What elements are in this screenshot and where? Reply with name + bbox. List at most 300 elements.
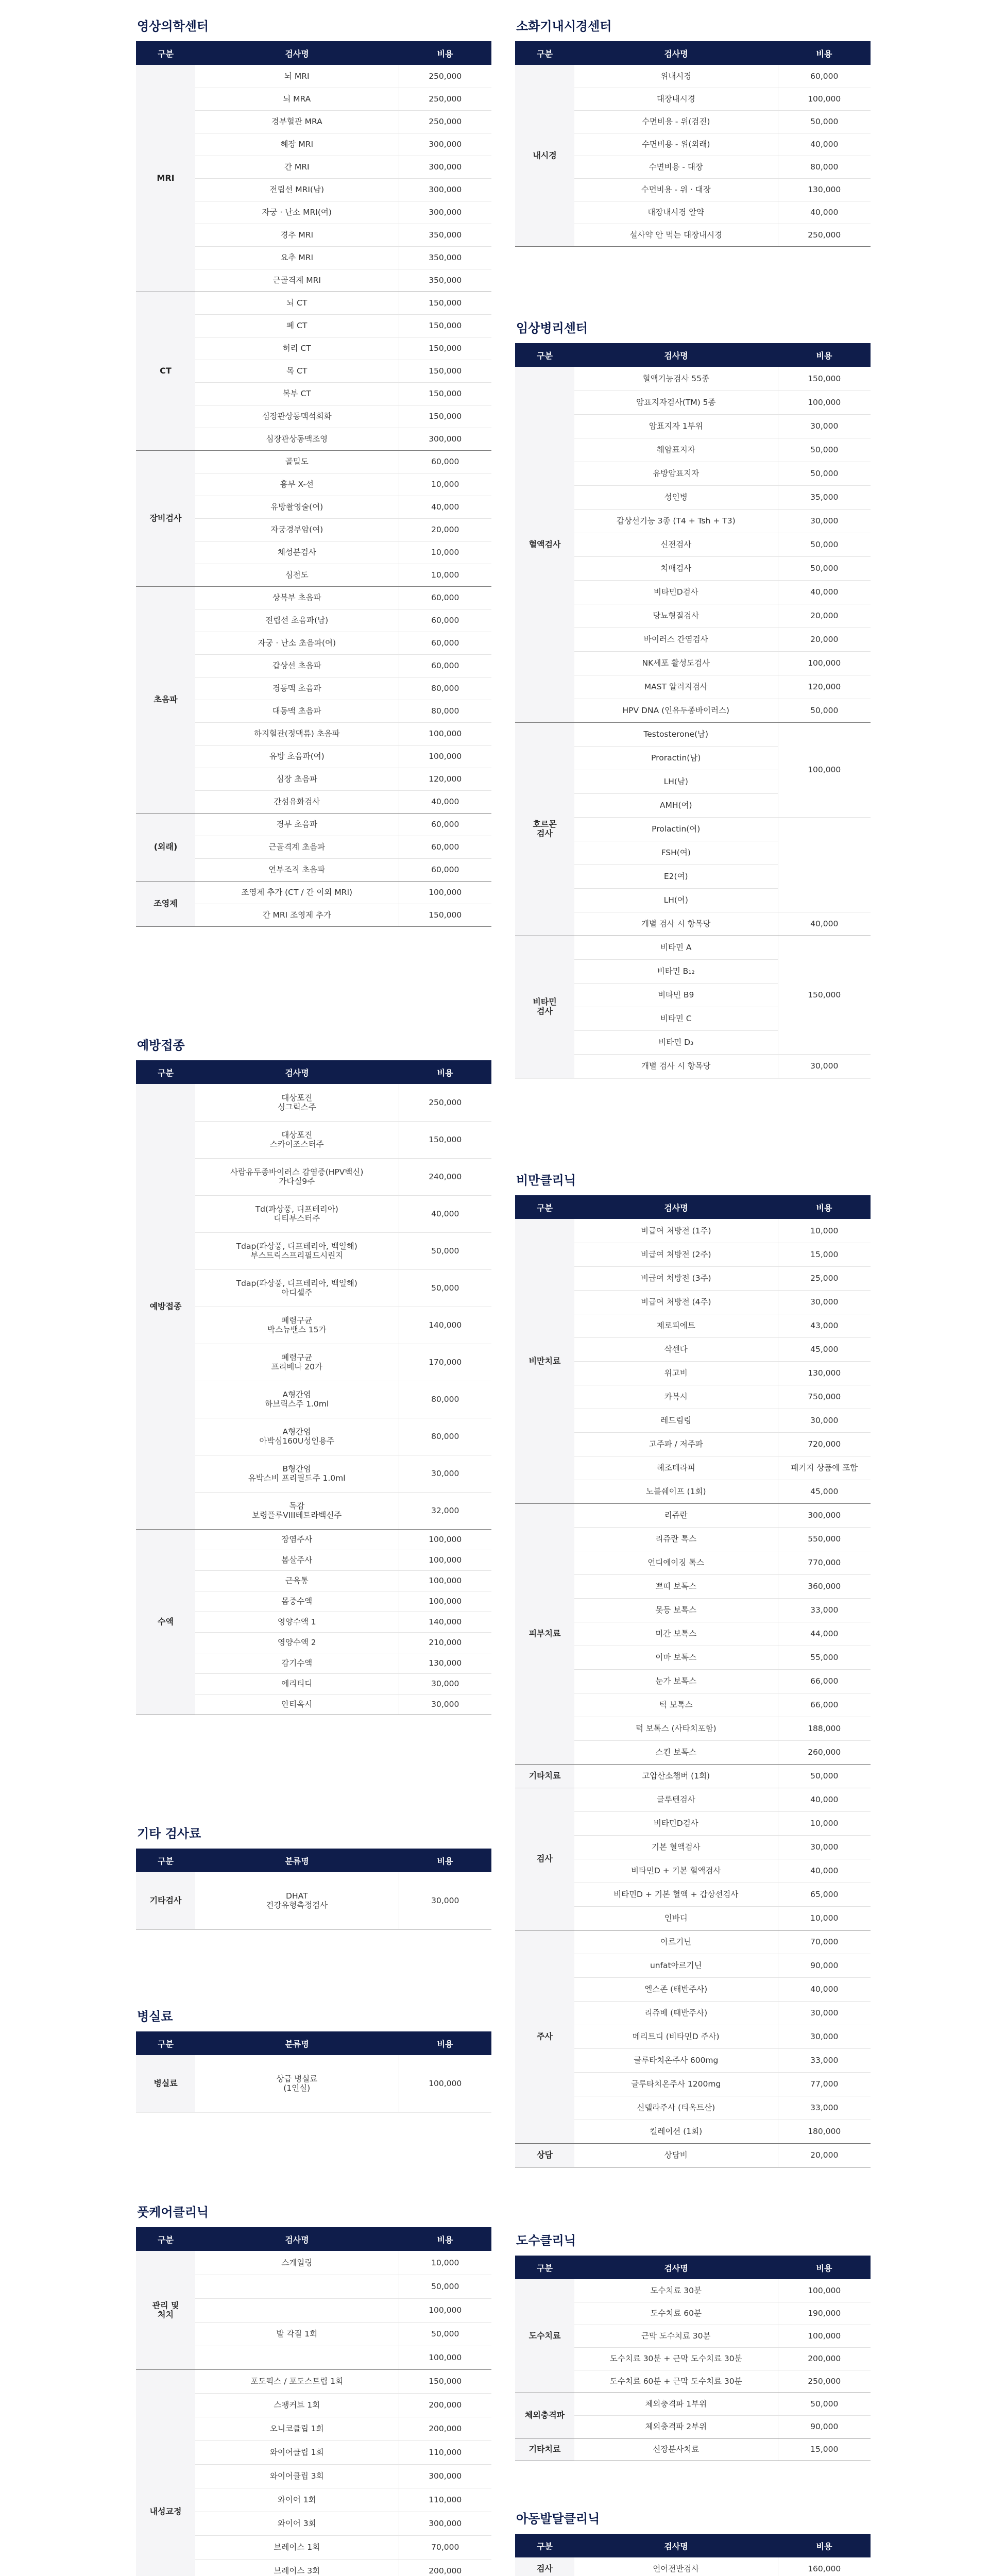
- item-cell: 대동맥 초음파: [195, 700, 399, 722]
- price-cell: 90,000: [778, 2415, 871, 2438]
- item-cell: 경부 초음파: [195, 813, 399, 836]
- item-cell: 와이어클립 1회: [195, 2441, 399, 2464]
- item-cell: 레드림링: [574, 1409, 778, 1432]
- item-cell: 감기수액: [195, 1653, 399, 1673]
- price-cell: 130,000: [778, 178, 871, 201]
- item-cell: 혈액기능검사 55종: [574, 367, 778, 391]
- item-cell: HPV DNA (인유두종바이러스): [574, 699, 778, 722]
- header-category: 구분: [136, 2031, 195, 2055]
- item-cell: 독감 보령플루VIII테트라백신주: [195, 1492, 399, 1529]
- price-cell: 60,000: [778, 65, 871, 88]
- price-cell: 40,000: [778, 580, 871, 604]
- price-cell: 40,000: [778, 1788, 871, 1811]
- price-table: [515, 1195, 871, 2167]
- table-row: [136, 292, 491, 314]
- table-row: [515, 936, 871, 959]
- section-right-3: [515, 2226, 871, 2461]
- price-cell: 40,000: [778, 201, 871, 224]
- item-cell: 상급 병실료 (1인실): [195, 2055, 399, 2112]
- price-cell: 720,000: [778, 1432, 871, 1456]
- price-cell: 100,000: [399, 1570, 491, 1591]
- item-cell: 와이어클립 3회: [195, 2464, 399, 2488]
- item-cell: 뇌 MRA: [195, 88, 399, 110]
- item-cell: NK세포 활성도검사: [574, 651, 778, 675]
- price-cell: 50,000: [778, 556, 871, 580]
- header-item: 검사명: [195, 1060, 399, 1084]
- item-cell: [195, 2346, 399, 2369]
- section-title: 소화기내시경센터: [516, 19, 612, 33]
- price-cell: 190,000: [778, 2302, 871, 2325]
- price-cell: 200,000: [399, 2393, 491, 2417]
- price-cell: 10,000: [399, 473, 491, 496]
- item-cell: 상담비: [574, 2143, 778, 2167]
- table-row: [515, 1764, 871, 1788]
- price-cell: 300,000: [399, 201, 491, 224]
- table-row: [136, 2369, 491, 2393]
- table-row: [515, 2557, 871, 2576]
- item-cell: 도수치료 60분 + 근막 도수치료 30분: [574, 2370, 778, 2393]
- price-cell: 30,000: [778, 1835, 871, 1859]
- item-cell: 비타민D + 기본 혈액검사: [574, 1859, 778, 1883]
- item-cell: 바이러스 간염검사: [574, 628, 778, 651]
- item-cell: 안티옥시: [195, 1694, 399, 1715]
- price-cell: 50,000: [778, 1764, 871, 1788]
- item-cell: 간 MRI 조영제 추가: [195, 904, 399, 926]
- price-cell: 100,000: [399, 881, 491, 904]
- item-cell: 노블쉐이프 (1회): [574, 1480, 778, 1503]
- table-body: [515, 2279, 871, 2461]
- item-cell: 도수치료 30분 + 근막 도수치료 30분: [574, 2347, 778, 2370]
- item-cell: 이마 보톡스: [574, 1646, 778, 1669]
- price-cell: 25,000: [778, 1266, 871, 1290]
- item-cell: 언디에이징 톡스: [574, 1551, 778, 1574]
- price-cell: 100,000: [778, 391, 871, 414]
- header-item: 분류명: [195, 1849, 399, 1872]
- item-cell: 심장관상동맥석회화: [195, 405, 399, 428]
- category-cell: 기타치료: [515, 2438, 574, 2461]
- price-cell: 50,000: [778, 110, 871, 133]
- table-body: [515, 367, 871, 1078]
- table-row: [515, 2393, 871, 2415]
- item-cell: 자궁 · 난소 MRI(여): [195, 201, 399, 224]
- category-cell: 조영제: [136, 881, 195, 926]
- item-cell: 고압산소챔버 (1회): [574, 1764, 778, 1788]
- price-cell: 250,000: [399, 110, 491, 133]
- item-cell: 신전검사: [574, 533, 778, 556]
- table-body: [136, 2251, 491, 2576]
- category-cell: 수액: [136, 1529, 195, 1715]
- header-item: 검사명: [195, 2227, 399, 2251]
- table-body: [515, 1219, 871, 2167]
- price-cell: 120,000: [778, 675, 871, 699]
- category-cell: 상담: [515, 2143, 574, 2167]
- price-cell: 350,000: [399, 269, 491, 292]
- item-cell: 유방암표지자: [574, 462, 778, 485]
- price-cell: 100,000: [399, 745, 491, 768]
- table-header: [515, 2534, 871, 2557]
- item-cell: 체성분검사: [195, 541, 399, 564]
- item-cell: 경추 MRI: [195, 224, 399, 246]
- table-row: [136, 2251, 491, 2275]
- price-cell: 100,000: [399, 1550, 491, 1570]
- price-cell: 80,000: [399, 700, 491, 722]
- header-category: 구분: [136, 2227, 195, 2251]
- price-cell: 15,000: [778, 2438, 871, 2461]
- item-cell: 유방촬영술(여): [195, 496, 399, 518]
- item-cell: 위고비: [574, 1361, 778, 1385]
- price-cell: 160,000: [778, 2557, 871, 2576]
- item-cell: AMH(여): [574, 793, 778, 817]
- item-cell: 수면비용 - 위 · 대장: [574, 178, 778, 201]
- item-cell: 인바디: [574, 1906, 778, 1930]
- price-cell: 250,000: [399, 65, 491, 88]
- item-cell: 메리트디 (비타민D 주사): [574, 2025, 778, 2048]
- item-cell: 제로피에트: [574, 1314, 778, 1337]
- table-header: [136, 2227, 491, 2251]
- item-cell: 비타민D검사: [574, 1811, 778, 1835]
- category-cell: 내시경: [515, 65, 574, 246]
- item-cell: 간 MRI: [195, 156, 399, 178]
- header-price: 비용: [399, 2227, 491, 2251]
- price-table: [136, 41, 491, 927]
- price-cell: 30,000: [399, 1694, 491, 1715]
- item-cell: 조영제 추가 (CT / 간 이외 MRI): [195, 881, 399, 904]
- item-cell: A형간염 아박심160U성인용주: [195, 1418, 399, 1455]
- section-right-2: [515, 1165, 871, 2167]
- price-cell: 80,000: [399, 677, 491, 700]
- item-cell: 비급여 처방전 (1주): [574, 1219, 778, 1243]
- price-cell: 150,000: [778, 936, 871, 1054]
- price-cell: [778, 817, 871, 912]
- price-cell: 40,000: [778, 912, 871, 936]
- price-cell: 250,000: [399, 1084, 491, 1121]
- item-cell: 전립선 초음파(남): [195, 609, 399, 632]
- price-cell: 360,000: [778, 1574, 871, 1598]
- price-cell: 300,000: [399, 133, 491, 156]
- item-cell: 자궁경부암(여): [195, 518, 399, 541]
- header-item: 검사명: [574, 41, 778, 65]
- price-cell: 30,000: [399, 1872, 491, 1929]
- category-cell: 도수치료: [515, 2279, 574, 2393]
- item-cell: 암표지자 1부위: [574, 414, 778, 438]
- item-cell: 브레이스 1회: [195, 2535, 399, 2559]
- item-cell: 리쥬베 (태반주사): [574, 2001, 778, 2025]
- item-cell: 와이어 1회: [195, 2488, 399, 2512]
- item-cell: 뇌 CT: [195, 292, 399, 314]
- item-cell: 요추 MRI: [195, 246, 399, 269]
- price-table: [515, 41, 871, 247]
- item-cell: 치매검사: [574, 556, 778, 580]
- category-cell: CT: [136, 292, 195, 450]
- item-cell: 스킨 보톡스: [574, 1740, 778, 1764]
- price-cell: 200,000: [399, 2417, 491, 2441]
- item-cell: 근골격계 MRI: [195, 269, 399, 292]
- price-cell: 20,000: [399, 518, 491, 541]
- price-cell: 110,000: [399, 2441, 491, 2464]
- table-row: [515, 2279, 871, 2302]
- price-cell: 40,000: [399, 496, 491, 518]
- item-cell: 대상포진 싱그릭스주: [195, 1084, 399, 1121]
- item-cell: 비급여 처방전 (4주): [574, 1290, 778, 1314]
- item-cell: 에리티디: [195, 1673, 399, 1694]
- table-row: [136, 1084, 491, 1121]
- price-cell: 50,000: [778, 699, 871, 722]
- price-cell: 60,000: [399, 836, 491, 858]
- category-cell: 장비검사: [136, 450, 195, 586]
- price-cell: 100,000: [778, 651, 871, 675]
- item-cell: 위내시경: [574, 65, 778, 88]
- item-cell: 스팽커트 1회: [195, 2393, 399, 2417]
- price-cell: 43,000: [778, 1314, 871, 1337]
- price-cell: 100,000: [399, 1591, 491, 1612]
- item-cell: 리쥬란 톡스: [574, 1527, 778, 1551]
- price-cell: 250,000: [778, 2370, 871, 2393]
- price-cell: 110,000: [399, 2488, 491, 2512]
- section-left-3: [136, 2002, 491, 2112]
- item-cell: FSH(여): [574, 841, 778, 865]
- item-cell: 개별 검사 시 항목당: [574, 1054, 778, 1078]
- table-body: [136, 2055, 491, 2112]
- category-cell: 비타민 검사: [515, 936, 574, 1078]
- section-title: 영상의학센터: [137, 19, 209, 33]
- price-cell: 50,000: [778, 533, 871, 556]
- category-cell: MRI: [136, 65, 195, 292]
- item-cell: 삭센다: [574, 1337, 778, 1361]
- price-cell: 150,000: [399, 337, 491, 360]
- price-cell: 770,000: [778, 1551, 871, 1574]
- table-row: [136, 65, 491, 88]
- table-header: [515, 343, 871, 367]
- item-cell: 비타민 A: [574, 936, 778, 959]
- price-cell: 130,000: [399, 1653, 491, 1673]
- price-cell: 60,000: [399, 858, 491, 881]
- price-cell: 70,000: [399, 2535, 491, 2559]
- price-cell: 750,000: [778, 1385, 871, 1409]
- table-row: [515, 65, 871, 88]
- price-cell: 100,000: [399, 2346, 491, 2369]
- price-cell: 100,000: [399, 722, 491, 745]
- category-cell: 검사: [515, 2557, 574, 2576]
- section-title: 임상병리센터: [516, 321, 588, 335]
- price-cell: 150,000: [399, 1121, 491, 1158]
- price-table: [136, 1060, 491, 1715]
- item-cell: 카복시: [574, 1385, 778, 1409]
- price-cell: 50,000: [778, 462, 871, 485]
- item-cell: 수면비용 - 위(외래): [574, 133, 778, 156]
- price-cell: 180,000: [778, 2120, 871, 2143]
- item-cell: B형간염 유박스비 프리필드주 1.0ml: [195, 1455, 399, 1492]
- price-cell: 33,000: [778, 2096, 871, 2120]
- price-cell: 30,000: [778, 1054, 871, 1078]
- price-cell: 188,000: [778, 1717, 871, 1740]
- price-cell: 50,000: [399, 2322, 491, 2346]
- table-row: [136, 813, 491, 836]
- price-table: [136, 2227, 491, 2576]
- item-cell: 헤조테라피: [574, 1456, 778, 1480]
- item-cell: 못등 보톡스: [574, 1598, 778, 1622]
- item-cell: 비타민D + 기본 혈액 + 갑상선검사: [574, 1883, 778, 1906]
- price-cell: 50,000: [778, 2393, 871, 2415]
- header-item: 검사명: [574, 2534, 778, 2557]
- item-cell: A형간염 하브릭스주 1.0ml: [195, 1381, 399, 1418]
- price-table: [136, 1849, 491, 1929]
- item-cell: 발 각질 1회: [195, 2322, 399, 2346]
- price-cell: 40,000: [778, 133, 871, 156]
- item-cell: 폐렴구균 박스뉴밴스 15가: [195, 1307, 399, 1344]
- price-cell: 45,000: [778, 1337, 871, 1361]
- price-cell: 100,000: [399, 2298, 491, 2322]
- section-right-4: [515, 2504, 871, 2576]
- price-cell: 200,000: [778, 2347, 871, 2370]
- item-cell: 근막 도수치료 30분: [574, 2325, 778, 2347]
- item-cell: 턱 보톡스 (사타치포함): [574, 1717, 778, 1740]
- price-cell: 20,000: [778, 604, 871, 628]
- item-cell: 개별 검사 시 항목당: [574, 912, 778, 936]
- price-cell: 150,000: [399, 405, 491, 428]
- price-cell: 30,000: [399, 1673, 491, 1694]
- item-cell: 대장내시경 알약: [574, 201, 778, 224]
- price-cell: 10,000: [399, 541, 491, 564]
- price-cell: 350,000: [399, 224, 491, 246]
- price-cell: 130,000: [778, 1361, 871, 1385]
- price-cell: 40,000: [778, 1859, 871, 1883]
- price-cell: 30,000: [778, 2025, 871, 2048]
- item-cell: LH(남): [574, 770, 778, 793]
- item-cell: 체외충격파 1부위: [574, 2393, 778, 2415]
- category-cell: 체외충격파: [515, 2393, 574, 2438]
- price-cell: 32,000: [399, 1492, 491, 1529]
- item-cell: 대상포진 스카이조스터주: [195, 1121, 399, 1158]
- item-cell: 갑상선 초음파: [195, 654, 399, 677]
- header-price: 비용: [778, 1195, 871, 1219]
- price-cell: 250,000: [778, 224, 871, 246]
- item-cell: 신장분사치료: [574, 2438, 778, 2461]
- price-cell: 200,000: [399, 2559, 491, 2576]
- item-cell: E2(여): [574, 865, 778, 888]
- item-cell: DHAT 건강유형측정검사: [195, 1872, 399, 1929]
- header-category: 구분: [515, 2256, 574, 2279]
- header-category: 구분: [515, 2534, 574, 2557]
- category-cell: 피부치료: [515, 1503, 574, 1764]
- section-title: 도수클리닉: [516, 2233, 576, 2248]
- item-cell: 심전도: [195, 564, 399, 586]
- price-cell: 33,000: [778, 2048, 871, 2072]
- price-cell: 150,000: [399, 314, 491, 337]
- price-cell: 50,000: [399, 1269, 491, 1307]
- section-right-0: [515, 11, 871, 247]
- price-cell: 30,000: [778, 1290, 871, 1314]
- table-body: [136, 1872, 491, 1929]
- price-cell: 40,000: [399, 1195, 491, 1232]
- category-cell: 병실료: [136, 2055, 195, 2112]
- item-cell: 글루텐검사: [574, 1788, 778, 1811]
- item-cell: 몸중수액: [195, 1591, 399, 1612]
- price-cell: 35,000: [778, 485, 871, 509]
- item-cell: 리쥬란: [574, 1503, 778, 1527]
- price-cell: 300,000: [778, 1503, 871, 1527]
- price-cell: 140,000: [399, 1612, 491, 1632]
- price-cell: 30,000: [778, 2001, 871, 2025]
- item-cell: 장염주사: [195, 1529, 399, 1550]
- header-price: 비용: [399, 1849, 491, 1872]
- item-cell: 눈가 보톡스: [574, 1669, 778, 1693]
- item-cell: Proractin(남): [574, 746, 778, 770]
- category-cell: 기타검사: [136, 1872, 195, 1929]
- category-cell: 관리 및 처치: [136, 2251, 195, 2369]
- item-cell: 사람유두종바이러스 감염증(HPV백신) 가다실9주: [195, 1158, 399, 1195]
- section-title: 병실료: [137, 2009, 173, 2024]
- item-cell: Td(파상풍, 디프테리아) 디티부스터주: [195, 1195, 399, 1232]
- price-table: [515, 2256, 871, 2461]
- item-cell: 비타민 B₁₂: [574, 959, 778, 983]
- price-cell: 33,000: [778, 1598, 871, 1622]
- price-cell: 60,000: [399, 813, 491, 836]
- category-cell: 초음파: [136, 586, 195, 813]
- price-cell: 10,000: [778, 1906, 871, 1930]
- price-cell: 44,000: [778, 1622, 871, 1646]
- item-cell: 성인병: [574, 485, 778, 509]
- price-cell: 15,000: [778, 1243, 871, 1266]
- header-item: 검사명: [574, 1195, 778, 1219]
- item-cell: 도수치료 60분: [574, 2302, 778, 2325]
- item-cell: [195, 2275, 399, 2298]
- price-cell: 10,000: [399, 564, 491, 586]
- item-cell: 골밀도: [195, 450, 399, 473]
- price-cell: 50,000: [399, 1232, 491, 1269]
- item-cell: LH(여): [574, 888, 778, 912]
- item-cell: Tdap(파상풍, 디프테리아, 백일해) 부스트릭스프리필드시린지: [195, 1232, 399, 1269]
- item-cell: 대장내시경: [574, 88, 778, 110]
- category-cell: 기타치료: [515, 1764, 574, 1788]
- price-cell: 60,000: [399, 632, 491, 654]
- section-title: 예방접종: [137, 1038, 185, 1053]
- price-cell: 패키지 상품에 포함: [778, 1456, 871, 1480]
- item-cell: [195, 2298, 399, 2322]
- price-cell: 170,000: [399, 1344, 491, 1381]
- table-header: [515, 1195, 871, 1219]
- header-item: 검사명: [574, 343, 778, 367]
- price-table: [515, 343, 871, 1078]
- section-right-1: [515, 313, 871, 1078]
- table-body: [136, 1084, 491, 1715]
- section-left-2: [136, 1819, 491, 1929]
- table-row: [136, 450, 491, 473]
- item-cell: 근골격계 초음파: [195, 836, 399, 858]
- item-cell: 설사약 안 먹는 대장내시경: [574, 224, 778, 246]
- header-item: 검사명: [574, 2256, 778, 2279]
- price-cell: 60,000: [399, 654, 491, 677]
- item-cell: 체외충격파 2부위: [574, 2415, 778, 2438]
- section-title: 기타 검사료: [137, 1826, 201, 1841]
- price-cell: 300,000: [399, 2512, 491, 2535]
- item-cell: 폐렴구균 프리베나 20가: [195, 1344, 399, 1381]
- header-category: 구분: [515, 343, 574, 367]
- item-cell: 간섬유화검사: [195, 790, 399, 813]
- price-cell: 30,000: [778, 414, 871, 438]
- item-cell: 하지혈관(정맥류) 초음파: [195, 722, 399, 745]
- table-header: [515, 41, 871, 65]
- section-left-0: [136, 11, 491, 927]
- header-price: 비용: [778, 41, 871, 65]
- price-cell: 300,000: [399, 178, 491, 201]
- item-cell: 오니코클립 1회: [195, 2417, 399, 2441]
- price-cell: 80,000: [778, 156, 871, 178]
- item-cell: 암표지자검사(TM) 5종: [574, 391, 778, 414]
- item-cell: 글루타치온주사 1200mg: [574, 2072, 778, 2096]
- table-body: [515, 2557, 871, 2576]
- table-row: [515, 1930, 871, 1954]
- header-category: 구분: [136, 1060, 195, 1084]
